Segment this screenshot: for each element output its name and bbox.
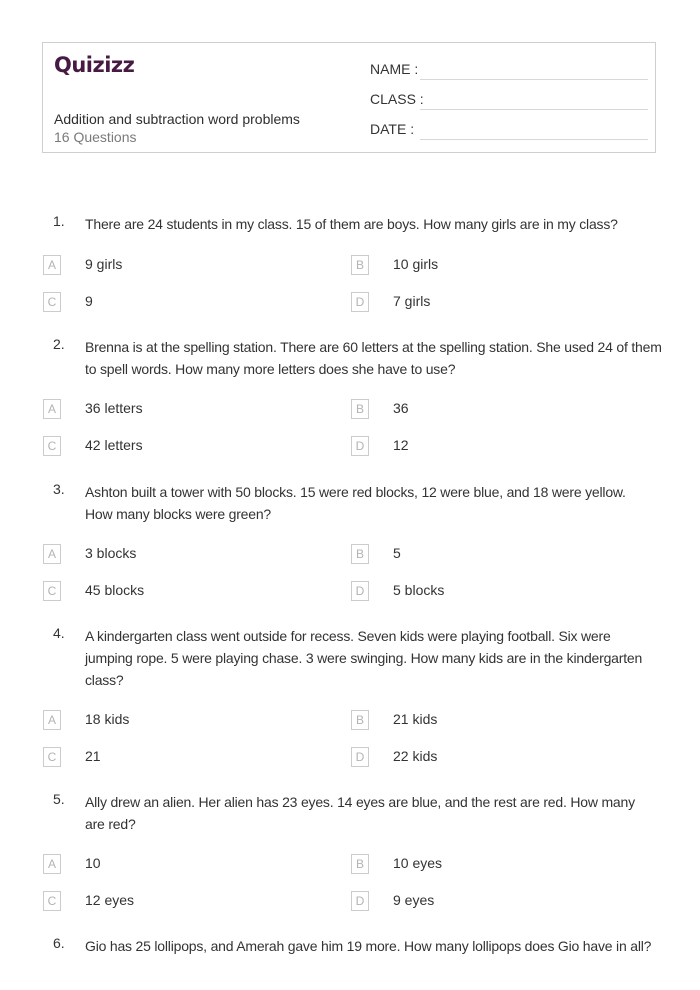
option-letter-box: C bbox=[43, 747, 61, 767]
option-letter-box: C bbox=[43, 292, 61, 312]
option-letter-box: A bbox=[43, 854, 61, 874]
option-text: 7 girls bbox=[393, 293, 431, 309]
option-letter-box: B bbox=[351, 399, 369, 419]
option-text: 12 eyes bbox=[85, 892, 135, 908]
question-text: Ally drew an alien. Her alien has 23 eyes. 14 eyes are blue, and the rest are red. How many are red? bbox=[85, 794, 635, 832]
worksheet-header bbox=[42, 42, 656, 153]
class-line[interactable] bbox=[420, 109, 648, 110]
date-line[interactable] bbox=[420, 139, 648, 140]
option-text: 3 blocks bbox=[85, 545, 137, 561]
option-text: 18 kids bbox=[85, 711, 130, 727]
option-letter-box: B bbox=[351, 710, 369, 730]
option-letter-box: B bbox=[351, 544, 369, 564]
option-letter-box: D bbox=[351, 292, 369, 312]
option-text: 21 kids bbox=[393, 711, 438, 727]
date-field[interactable] bbox=[370, 119, 648, 149]
option-letter-box: A bbox=[43, 399, 61, 419]
question-number: 3. bbox=[53, 481, 65, 497]
student-info-fields bbox=[370, 59, 648, 149]
option-letter-box: B bbox=[351, 854, 369, 874]
option-letter-box: C bbox=[43, 891, 61, 911]
option-text: 21 bbox=[85, 748, 101, 764]
question-number: 4. bbox=[53, 625, 65, 641]
question-number: 5. bbox=[53, 791, 65, 807]
option-text: 12 bbox=[393, 437, 409, 453]
option-letter-box: A bbox=[43, 255, 61, 275]
question-text: A kindergarten class went outside for recess. Seven kids were playing football. Six were jumping rope. 5 were playing chase. 3 were swinging. How many kids are in the kindergarten class? bbox=[85, 628, 643, 688]
option-text: 10 girls bbox=[393, 256, 439, 272]
option-letter-box: D bbox=[351, 891, 369, 911]
option-letter-box: A bbox=[43, 544, 61, 564]
class-field[interactable] bbox=[370, 89, 648, 119]
option-letter-box: D bbox=[351, 581, 369, 601]
option-text: 5 bbox=[393, 545, 401, 561]
option-text: 42 letters bbox=[85, 437, 143, 453]
name-field[interactable] bbox=[370, 59, 648, 89]
option-text: 10 eyes bbox=[393, 855, 443, 871]
option-text: 5 blocks bbox=[393, 582, 445, 598]
question-text: Gio has 25 lollipops, and Amerah gave him 19 more. How many lollipops does Gio have in all? bbox=[85, 938, 652, 954]
name-line[interactable] bbox=[420, 79, 648, 80]
option-text: 22 kids bbox=[393, 748, 438, 764]
option-text: 45 blocks bbox=[85, 582, 145, 598]
option-text: 10 bbox=[85, 855, 101, 871]
option-letter-box: A bbox=[43, 710, 61, 730]
name-label: NAME : bbox=[370, 61, 419, 77]
class-label: CLASS : bbox=[370, 91, 424, 107]
question-count: 16 Questions bbox=[54, 129, 137, 145]
option-letter-box: D bbox=[351, 747, 369, 767]
question-text: Ashton built a tower with 50 blocks. 15 were red blocks, 12 were blue, and 18 were yellow. How many blocks were green? bbox=[85, 484, 626, 522]
option-text: 9 bbox=[85, 293, 93, 309]
option-letter-box: C bbox=[43, 581, 61, 601]
worksheet-title: Addition and subtraction word problems bbox=[54, 111, 300, 127]
option-text: 36 bbox=[393, 400, 409, 416]
question-number: 2. bbox=[53, 336, 65, 352]
option-letter-box: C bbox=[43, 436, 61, 456]
option-letter-box: D bbox=[351, 436, 369, 456]
question-text: There are 24 students in my class. 15 of them are boys. How many girls are in my class? bbox=[85, 216, 618, 232]
option-text: 36 letters bbox=[85, 400, 143, 416]
date-label: DATE : bbox=[370, 121, 415, 137]
quizizz-logo: Quizizz bbox=[54, 53, 135, 77]
question-text: Brenna is at the spelling station. There are 60 letters at the spelling station. She used 24 of them to spell words. How many more letters does she have to use? bbox=[85, 339, 662, 377]
option-letter-box: B bbox=[351, 255, 369, 275]
question-number: 1. bbox=[53, 213, 65, 229]
question-number: 6. bbox=[53, 935, 65, 951]
option-text: 9 eyes bbox=[393, 892, 435, 908]
option-text: 9 girls bbox=[85, 256, 123, 272]
